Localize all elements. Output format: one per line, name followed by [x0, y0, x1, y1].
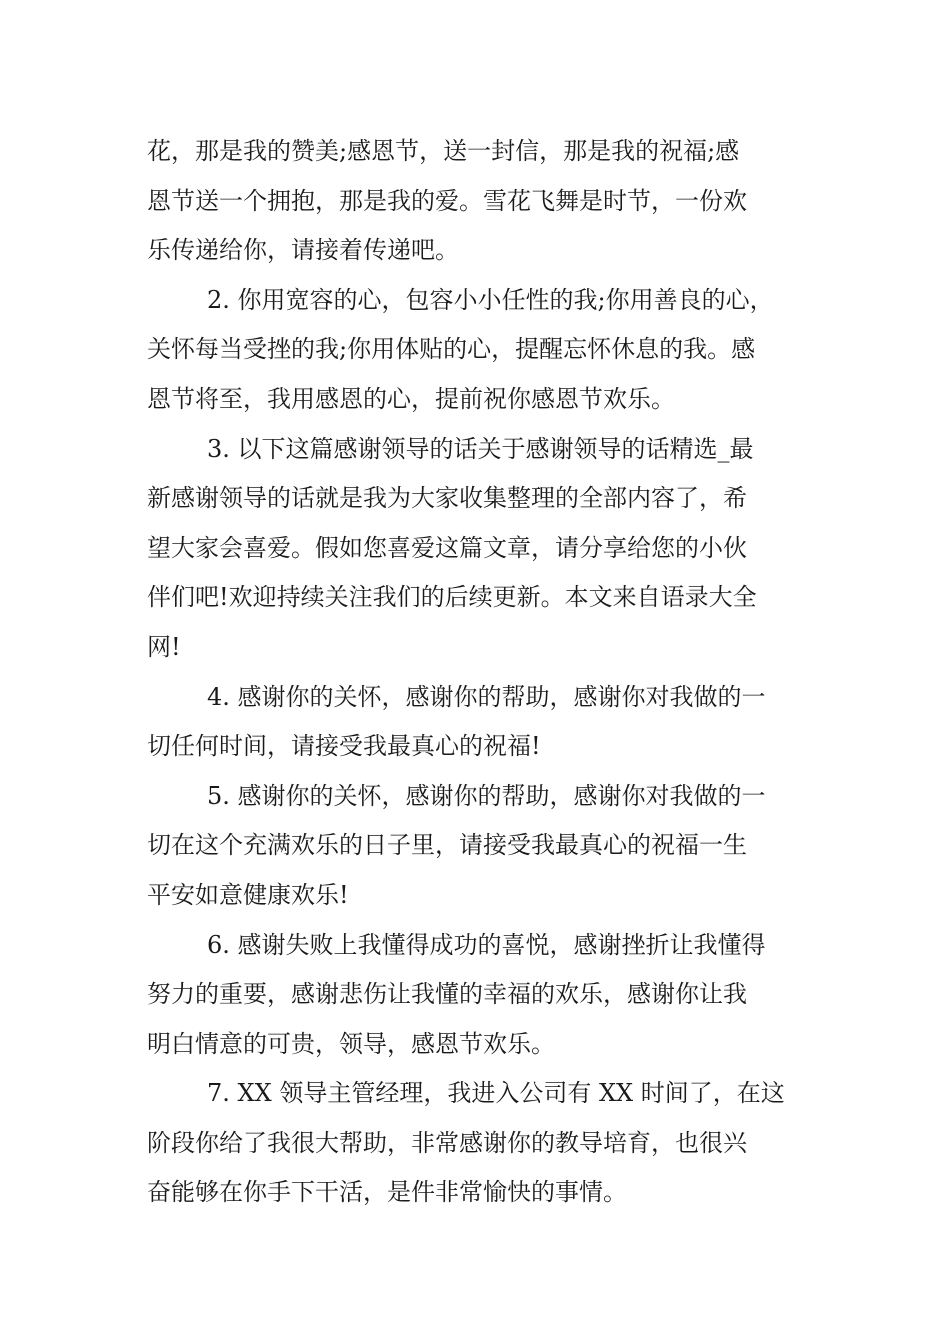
text-line: 网!	[147, 632, 181, 661]
text-line: 切任何时间，请接受我最真心的祝福!	[147, 732, 541, 761]
text-line: 关怀每当受挫的我;你用体贴的心，提醒忘怀休息的我。感	[147, 335, 756, 364]
text-line: 阶段你给了我很大帮助，非常感谢你的教导培育，也很兴	[147, 1128, 747, 1157]
list-item-4-start: 4. 感谢你的关怀，感谢你的帮助，感谢你对我做的一	[207, 682, 766, 711]
text-line: 平安如意健康欢乐!	[147, 880, 349, 909]
text-line: 花，那是我的赞美;感恩节，送一封信，那是我的祝福;感	[147, 137, 740, 165]
list-item-6-start: 6. 感谢失败上我懂得成功的喜悦，感谢挫折让我懂得	[207, 930, 766, 959]
text-line: 切在这个充满欢乐的日子里，请接受我最真心的祝福一生	[147, 831, 747, 860]
text-line: 明白情意的可贵，领导，感恩节欢乐。	[147, 1029, 555, 1058]
list-item-7-start: 7. XX 领导主管经理，我进入公司有 XX 时间了，在这	[207, 1079, 785, 1108]
text-line: 奋能够在你手下干活，是件非常愉快的事情。	[147, 1178, 627, 1207]
text-line: 恩节将至，我用感恩的心，提前祝你感恩节欢乐。	[147, 384, 675, 413]
text-line: 努力的重要，感谢悲伤让我懂的幸福的欢乐，感谢你让我	[147, 980, 747, 1009]
text-line: 望大家会喜爱。假如您喜爱这篇文章，请分享给您的小伙	[147, 533, 747, 562]
text-line: 恩节送一个拥抱，那是我的爱。雪花飞舞是时节，一份欢	[147, 186, 747, 215]
list-item-3-start: 3. 以下这篇感谢领导的话关于感谢领导的话精选_最	[207, 434, 754, 463]
text-line: 伴们吧!欢迎持续关注我们的后续更新。本文来自语录大全	[147, 583, 757, 612]
list-item-5-start: 5. 感谢你的关怀，感谢你的帮助，感谢你对我做的一	[207, 781, 766, 810]
body-text	[147, 127, 807, 1218]
text-line: 乐传递给你，请接着传递吧。	[147, 236, 459, 265]
list-item-2-start: 2. 你用宽容的心，包容小小任性的我;你用善良的心，	[207, 285, 774, 314]
text-line: 新感谢领导的话就是我为大家收集整理的全部内容了，希	[147, 484, 747, 513]
